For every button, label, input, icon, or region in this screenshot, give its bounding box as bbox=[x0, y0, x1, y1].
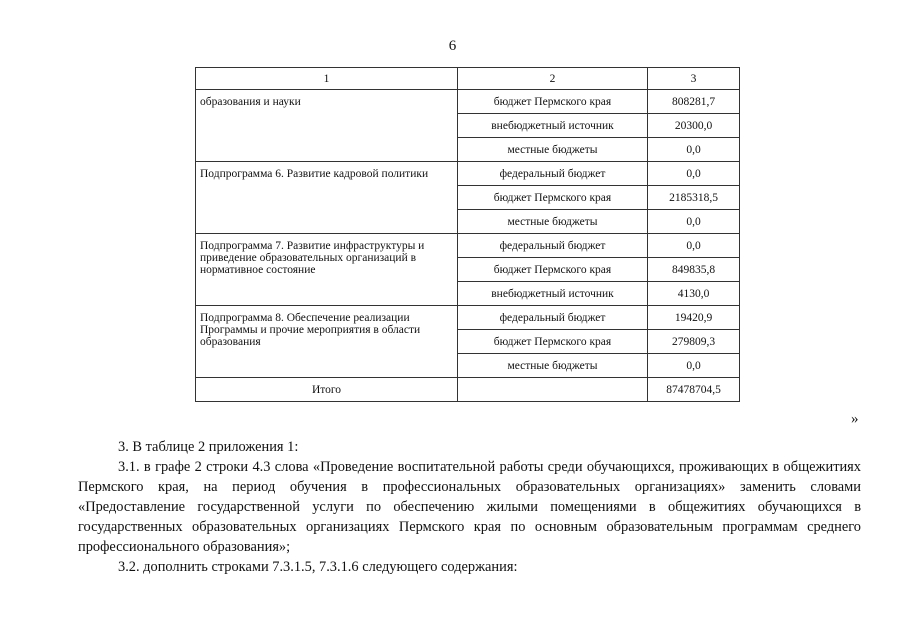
program-name: образования и науки bbox=[196, 90, 458, 162]
closing-quote: » bbox=[851, 411, 859, 427]
table-row bbox=[196, 234, 740, 258]
program-name: Подпрограмма 6. Развитие кадровой политики bbox=[196, 162, 458, 234]
column-header-3: 3 bbox=[648, 68, 740, 90]
column-header-1: 1 bbox=[196, 68, 458, 90]
table-row bbox=[196, 162, 740, 186]
table-row bbox=[196, 306, 740, 330]
funding-source: местные бюджеты bbox=[458, 354, 648, 378]
paragraph-section-3-1: 3.1. в графе 2 строки 4.3 слова «Проведение воспитательной работы среди обучающихся, проживающих в общежитиях Пермского края, на период обучения в профессиональных образовательных организациях» заменить словами «Предоставление государственной услуги по обеспечению жилыми помещениями в общежитиях обучающихся в государственных образовательных организациях Пермского края по основным образовательным программам среднего профессионального образования»; bbox=[78, 459, 861, 555]
funding-source: бюджет Пермского края bbox=[458, 258, 648, 282]
column-header-2: 2 bbox=[458, 68, 648, 90]
total-amount: 87478704,5 bbox=[648, 378, 740, 402]
total-label: Итого bbox=[196, 378, 458, 402]
funding-source: местные бюджеты bbox=[458, 138, 648, 162]
funding-table bbox=[195, 67, 740, 402]
program-name: Подпрограмма 7. Развитие инфраструктуры и приведение образовательных организаций в нормативное состояние bbox=[196, 234, 458, 306]
funding-source: бюджет Пермского края bbox=[458, 90, 648, 114]
program-name: Подпрограмма 8. Обеспечение реализации Программы и прочие мероприятия в области образования bbox=[196, 306, 458, 378]
document-body bbox=[78, 437, 861, 577]
funding-amount: 20300,0 bbox=[648, 114, 740, 138]
funding-amount: 279809,3 bbox=[648, 330, 740, 354]
table-total-row bbox=[196, 378, 740, 402]
funding-source: бюджет Пермского края bbox=[458, 186, 648, 210]
paragraph-section-3-2: 3.2. дополнить строками 7.3.1.5, 7.3.1.6 следующего содержания: bbox=[118, 559, 518, 575]
funding-amount: 808281,7 bbox=[648, 90, 740, 114]
paragraph-section-3: 3. В таблице 2 приложения 1: bbox=[118, 439, 299, 455]
funding-source: бюджет Пермского края bbox=[458, 330, 648, 354]
funding-amount: 849835,8 bbox=[648, 258, 740, 282]
funding-amount: 0,0 bbox=[648, 234, 740, 258]
funding-amount: 0,0 bbox=[648, 162, 740, 186]
funding-source: внебюджетный источник bbox=[458, 282, 648, 306]
funding-amount: 4130,0 bbox=[648, 282, 740, 306]
table-row bbox=[196, 90, 740, 114]
funding-source: федеральный бюджет bbox=[458, 306, 648, 330]
funding-source: внебюджетный источник bbox=[458, 114, 648, 138]
funding-amount: 0,0 bbox=[648, 138, 740, 162]
funding-source: местные бюджеты bbox=[458, 210, 648, 234]
funding-source: федеральный бюджет bbox=[458, 234, 648, 258]
funding-amount: 2185318,5 bbox=[648, 186, 740, 210]
funding-amount: 19420,9 bbox=[648, 306, 740, 330]
table-header-row bbox=[196, 68, 740, 90]
funding-amount: 0,0 bbox=[648, 354, 740, 378]
total-source bbox=[458, 378, 648, 402]
funding-source: федеральный бюджет bbox=[458, 162, 648, 186]
funding-amount: 0,0 bbox=[648, 210, 740, 234]
page-number: 6 bbox=[448, 38, 457, 54]
